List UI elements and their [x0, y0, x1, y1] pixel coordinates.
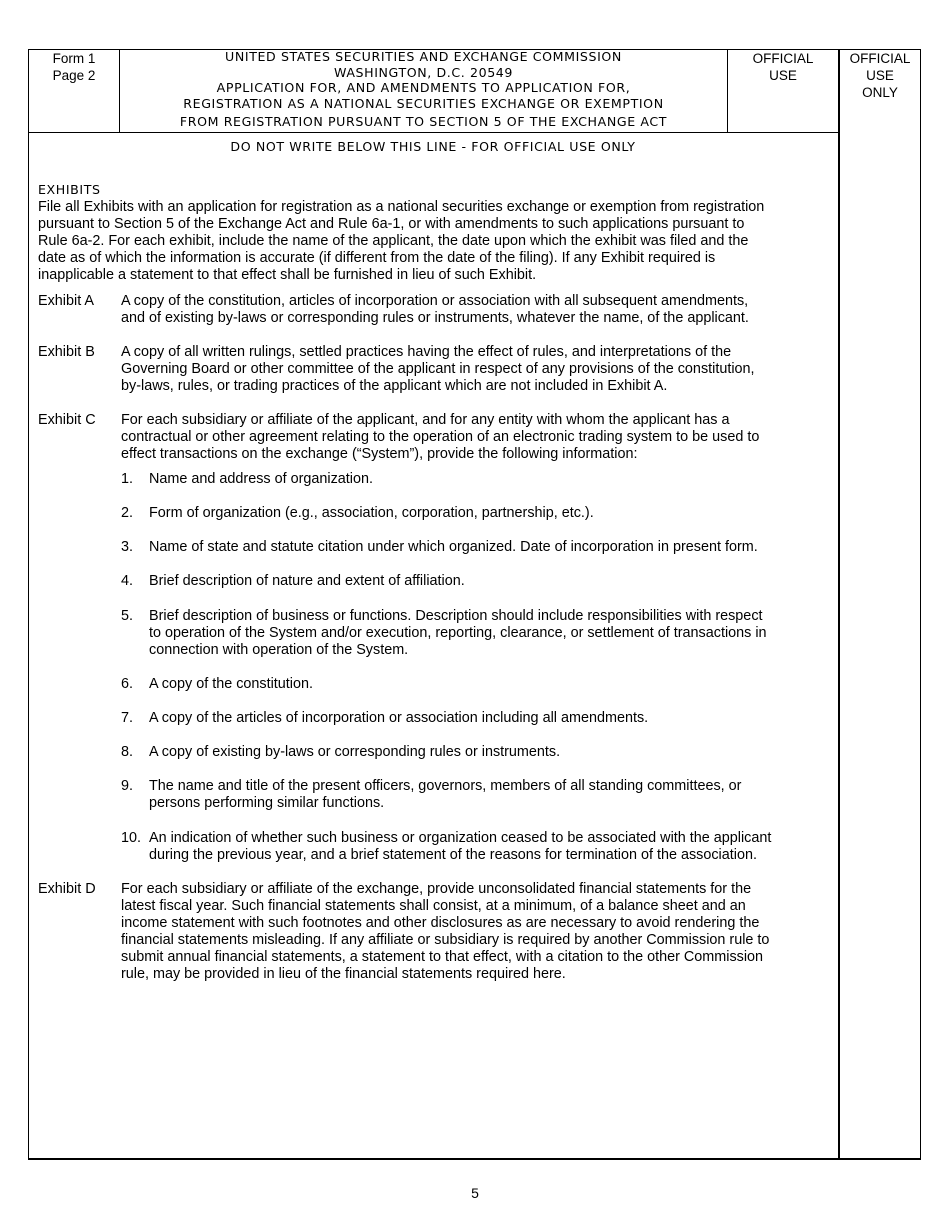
exhibit-d-line: latest fiscal year. Such financial statements shall consist, at a minimum, of a balance sheet and an [121, 898, 746, 914]
intro-line: Rule 6a-2. For each exhibit, include the name of the applicant, the date upon which the exhibit was filed and the [38, 233, 749, 249]
list-item-line: connection with operation of the System. [149, 642, 409, 658]
list-item [149, 830, 839, 864]
form-identifier [30, 50, 118, 84]
exhibit-d-line: For each subsidiary or affiliate of the exchange, provide unconsolidated financial statements for the [121, 881, 752, 897]
list-item-line: A copy of the constitution. [149, 676, 313, 692]
exhibit-b-line: by-laws, rules, or trading practices of the applicant which are not included in Exhibit A. [121, 378, 668, 394]
exhibit-c-line: effect transactions on the exchange (“System”), provide the following information: [121, 446, 638, 462]
list-item-line: An indication of whether such business or organization ceased to be associated with the applicant [149, 830, 772, 846]
page-number: 5 [471, 1185, 479, 1201]
list-item-number: 2. [121, 505, 134, 521]
exhibit-a-label: Exhibit A [38, 293, 94, 309]
exhibit-b-line: A copy of all written rulings, settled practices having the effect of rules, and interpretations of the [121, 344, 732, 360]
form-title-line-3: FROM REGISTRATION PURSUANT TO SECTION 5 OF THE EXCHANGE ACT [179, 114, 668, 130]
form-title-line-2: REGISTRATION AS A NATIONAL SECURITIES EXCHANGE OR EXEMPTION [183, 95, 664, 111]
list-item-line: persons performing similar functions. [149, 795, 385, 811]
intro-line: File all Exhibits with an application for registration as a national securities exchange or exemption from registration [38, 199, 765, 215]
form-title-line-1: APPLICATION FOR, AND AMENDMENTS TO APPLICATION FOR, [216, 80, 631, 96]
list-item [149, 573, 839, 590]
list-item-line: during the previous year, and a brief statement of the reasons for termination of the association. [149, 847, 757, 863]
list-item [149, 539, 839, 556]
form-title-block [120, 49, 727, 130]
exhibit-a-line: and of existing by-laws or corresponding rules or instruments, whatever the name, of the applicant. [121, 310, 749, 326]
do-not-write-notice: DO NOT WRITE BELOW THIS LINE - FOR OFFICIAL USE ONLY [230, 139, 636, 154]
exhibit-c-label: Exhibit C [38, 412, 96, 428]
exhibits-intro [38, 199, 838, 284]
form-number: Form 1 [52, 51, 96, 66]
list-item-number: 7. [121, 710, 134, 726]
official-use-column-divider [838, 49, 840, 1160]
official-use-only-label-3: ONLY [862, 85, 898, 100]
list-item-number: 5. [121, 608, 134, 624]
list-item-number: 3. [121, 539, 134, 555]
intro-line: pursuant to Section 5 of the Exchange Act and Rule 6a-1, or with amendments to such applications pursuant to [38, 216, 745, 232]
right-border [920, 49, 921, 1160]
exhibit-d-line: financial statements misleading. If any affiliate or subsidiary is required by another Commission rule to [121, 932, 770, 948]
agency-name: UNITED STATES SECURITIES AND EXCHANGE COMMISSION [225, 49, 622, 64]
exhibit-d-line: submit annual financial statements, a statement to that effect, with a citation to the other Commission [121, 949, 764, 965]
official-use-only-box [840, 50, 920, 101]
list-item-number: 10. [121, 830, 142, 846]
list-item-line: to operation of the System and/or execution, reporting, clearance, or settlement of transactions in [149, 625, 767, 641]
intro-line: inapplicable a statement to that effect shall be furnished in lieu of such Exhibit. [38, 267, 537, 283]
list-item [149, 471, 839, 488]
list-item-line: A copy of existing by-laws or corresponding rules or instruments. [149, 744, 561, 760]
exhibit-d-line: rule, may be provided in lieu of the financial statements required here. [121, 966, 566, 982]
list-item [149, 608, 839, 659]
exhibit-c-text [121, 412, 837, 463]
official-use-only-label-2: USE [866, 68, 894, 83]
list-item-line: Name of state and statute citation under which organized. Date of incorporation in present form. [149, 539, 758, 555]
exhibit-a-text [121, 293, 837, 327]
exhibit-c-line: For each subsidiary or affiliate of the applicant, and for any entity with whom the applicant has a [121, 412, 730, 428]
list-item [149, 676, 839, 693]
exhibit-b-label: Exhibit B [38, 344, 95, 360]
list-item-number: 1. [121, 471, 134, 487]
exhibit-d-label: Exhibit D [38, 881, 96, 897]
list-item-line: Form of organization (e.g., association, corporation, partnership, etc.). [149, 505, 594, 521]
bottom-border [28, 1158, 921, 1160]
exhibit-d-text [121, 881, 837, 983]
list-item-line: A copy of the articles of incorporation or association including all amendments. [149, 710, 649, 726]
list-item-line: The name and title of the present officers, governors, members of all standing committees, or [149, 778, 742, 794]
list-item [149, 744, 839, 761]
list-item [149, 505, 839, 522]
agency-address: WASHINGTON, D.C. 20549 [333, 64, 514, 80]
exhibits-heading: EXHIBITS [38, 182, 101, 197]
list-item-line: Name and address of organization. [149, 471, 373, 487]
intro-line: date as of which the information is accurate (if different from the date of the filing). If any Exhibit required is [38, 250, 716, 266]
exhibit-c-line: contractual or other agreement relating to the operation of an electronic trading system to be used to [121, 429, 760, 445]
exhibit-b-line: Governing Board or other committee of the applicant in respect of any provisions of the constitution, [121, 361, 755, 377]
official-use-label-2: USE [769, 68, 797, 83]
official-use-box [728, 50, 838, 84]
list-item [149, 778, 839, 812]
list-item-line: Brief description of nature and extent of affiliation. [149, 573, 465, 589]
exhibit-a-line: A copy of the constitution, articles of incorporation or association with all subsequent amendments, [121, 293, 749, 309]
header-bottom-rule [28, 132, 839, 133]
exhibit-d-line: income statement with such footnotes and other disclosures as are necessary to avoid rendering the [121, 915, 760, 931]
list-item-number: 6. [121, 676, 134, 692]
list-item-number: 8. [121, 744, 134, 760]
list-item-line: Brief description of business or functions. Description should include responsibilities with respect [149, 608, 763, 624]
official-use-only-label-1: OFFICIAL [849, 51, 911, 66]
list-item [149, 710, 839, 727]
official-use-label-1: OFFICIAL [752, 51, 814, 66]
list-item-number: 4. [121, 573, 134, 589]
form-page: Page 2 [52, 68, 96, 83]
list-item-number: 9. [121, 778, 134, 794]
exhibit-b-text [121, 344, 837, 395]
